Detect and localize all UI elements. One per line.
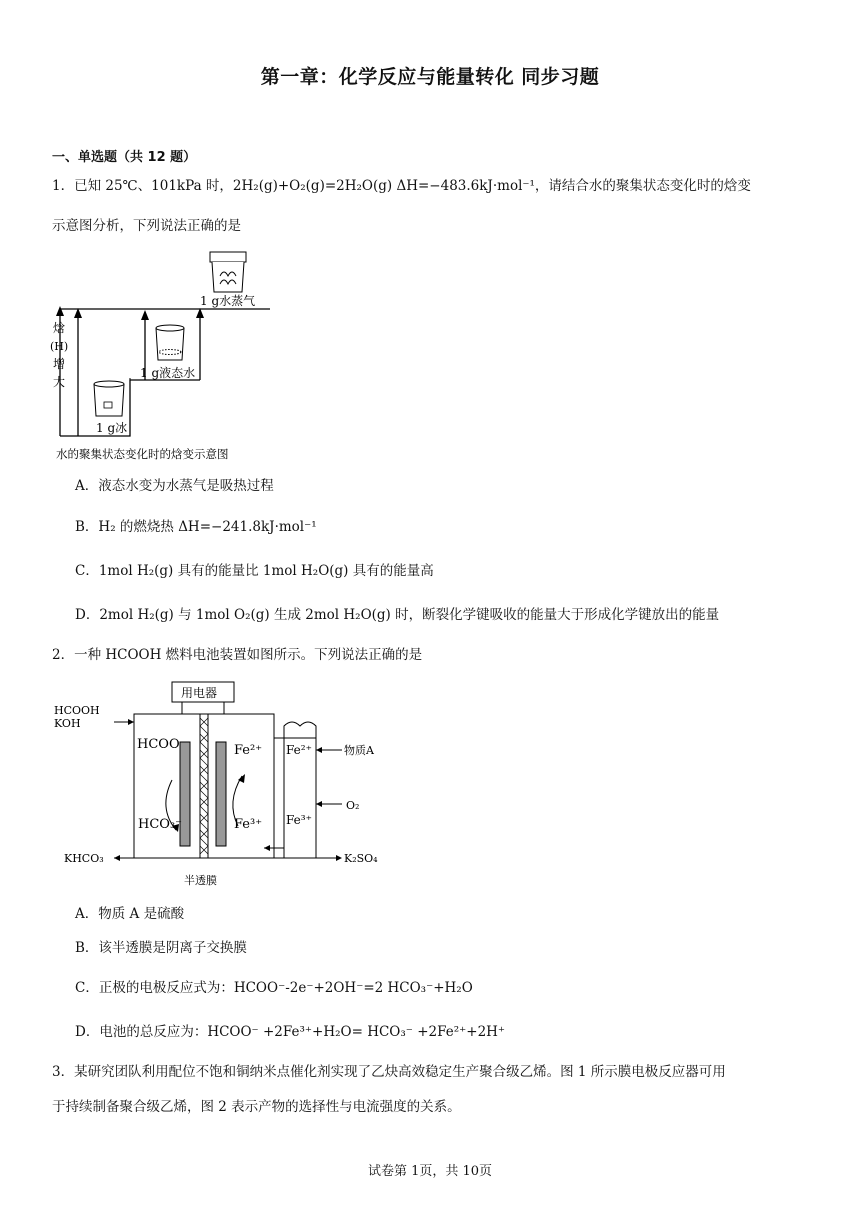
q2-option-d[interactable]: D．电池的总反应为：HCOO⁻ +2Fe³⁺+H₂O= HCO₃⁻ +2Fe²⁺+2H⁺ (75, 1024, 506, 1040)
q2-stem: 2．一种 HCOOH 燃料电池装置如图所示。下列说法正确的是 (52, 647, 423, 663)
right-top-ion: Fe²⁺ (286, 743, 312, 757)
mid-top-ion: Fe²⁺ (234, 743, 263, 758)
axis-char-3: 增 (53, 357, 66, 371)
q1-enthalpy-diagram (50, 246, 280, 464)
inlet-hcooh-label: HCOOH (54, 704, 100, 717)
left-top-ion: HCOO⁻ (137, 737, 187, 752)
device-label: 用电器 (181, 686, 218, 700)
level-ice-label: 1 g冰 (96, 421, 128, 435)
outlet-khco3-label: KHCO₃ (64, 852, 104, 865)
q2-option-b[interactable]: B．该半透膜是阴离子交换膜 (75, 940, 247, 956)
mid-bottom-ion: Fe³⁺ (234, 817, 263, 832)
axis-char-1: 焓 (53, 321, 66, 335)
membrane-label: 半透膜 (184, 874, 217, 887)
level-liquid-label: 1 g液态水 (140, 366, 196, 380)
q1-stem-line2: 示意图分析，下列说法正确的是 (52, 218, 241, 234)
q1-option-b[interactable]: B．H₂ 的燃烧热 ΔH=−241.8kJ·mol⁻¹ (75, 519, 317, 535)
vapor-beaker-icon (210, 252, 246, 292)
left-bottom-ion: HCO₃⁻ (138, 817, 183, 832)
q1-option-d[interactable]: D．2mol H₂(g) 与 1mol O₂(g) 生成 2mol H₂O(g) 时，断裂化学键吸收的能量大于形成化学键放出的能量 (75, 607, 720, 623)
inlet-koh-label: KOH (54, 717, 81, 730)
liquid-beaker-icon (156, 325, 184, 360)
page-footer: 试卷第 1页，共 10页 (367, 1164, 493, 1179)
q3-stem-line2: 于持续制备聚合级乙烯，图 2 表示产物的选择性与电流强度的关系。 (52, 1099, 461, 1115)
q2-option-c[interactable]: C．正极的电极反应式为：HCOO⁻-2e⁻+2OH⁻=2 HCO₃⁻+H₂O (75, 980, 473, 996)
substance-a-label: 物质A (344, 744, 374, 757)
q1-option-a[interactable]: A．液态水变为水蒸气是吸热过程 (75, 478, 274, 494)
section-heading: 一、单选题（共 12 题） (52, 150, 197, 165)
figure-caption: 水的聚集状态变化时的焓变示意图 (56, 447, 229, 461)
outlet-k2so4-label: K₂SO₄ (344, 852, 378, 865)
ice-beaker-icon (94, 381, 124, 416)
axis-char-4: 大 (53, 375, 66, 389)
q2-option-a[interactable]: A．物质 A 是硫酸 (75, 906, 185, 922)
level-vapor-label: 1 g水蒸气 (200, 294, 256, 308)
o2-label: O₂ (346, 799, 360, 812)
right-bottom-ion: Fe³⁺ (286, 813, 312, 827)
q2-fuel-cell-diagram (52, 676, 392, 892)
q3-stem-line1: 3．某研究团队利用配位不饱和铜纳米点催化剂实现了乙炔高效稳定生产聚合级乙烯。图 1 所示膜电极反应器可用 (52, 1064, 726, 1080)
q1-stem-line1: 1．已知 25℃、101kPa 时，2H₂(g)+O₂(g)=2H₂O(g) ΔH=−483.6kJ·mol⁻¹，请结合水的聚集状态变化时的焓变 (52, 178, 751, 194)
q1-option-c[interactable]: C．1mol H₂(g) 具有的能量比 1mol H₂O(g) 具有的能量高 (75, 563, 434, 579)
page-title: 第一章：化学反应与能量转化 同步习题 (260, 66, 600, 88)
axis-char-2: (H) (50, 340, 69, 353)
